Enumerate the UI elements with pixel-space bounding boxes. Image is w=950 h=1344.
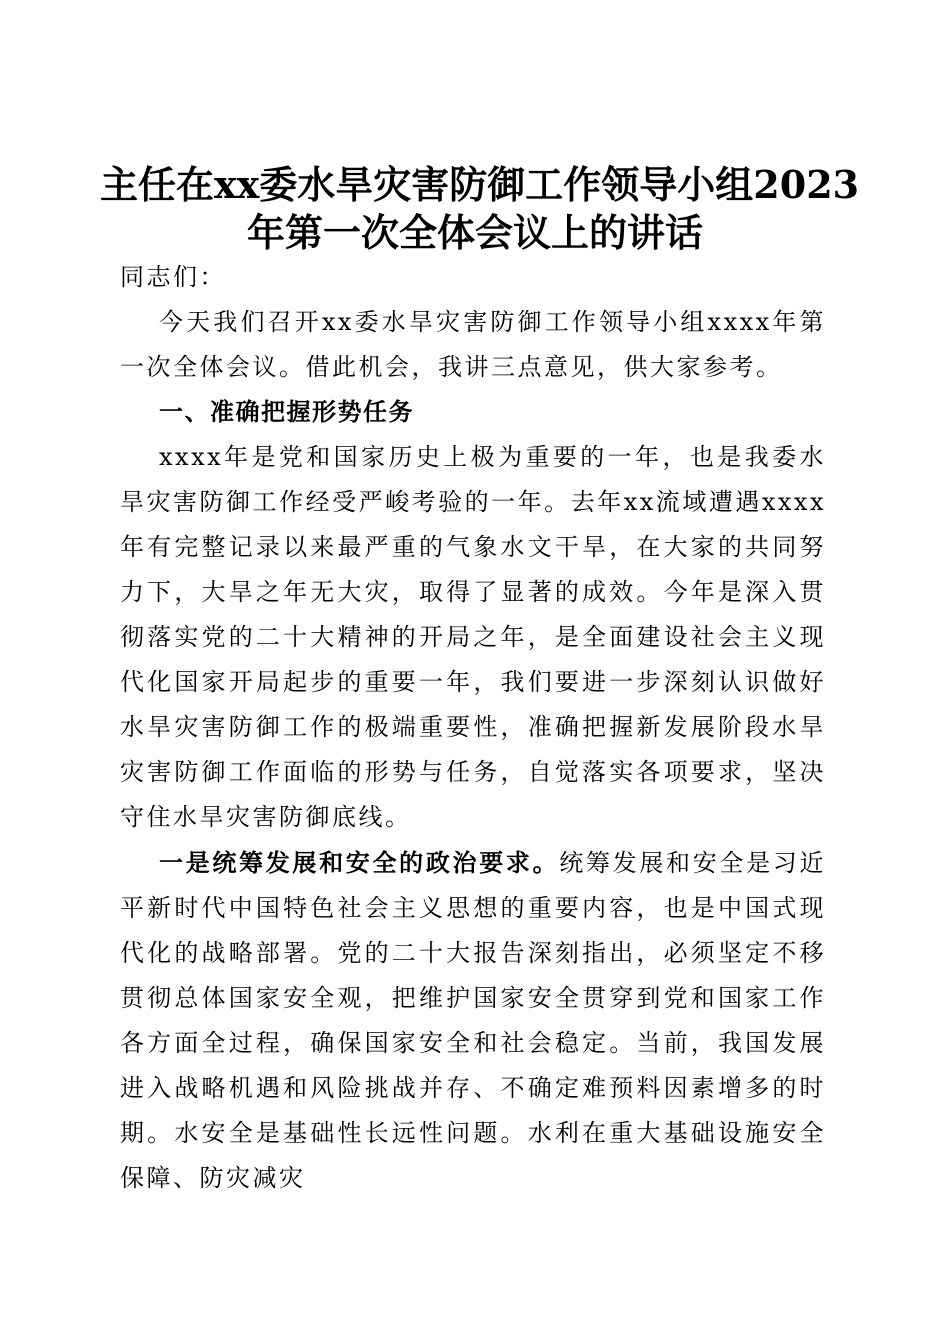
greeting: 同志们： [120,263,226,291]
paragraph-lead-phrase: 一是统筹发展和安全的政治要求。 [159,848,560,877]
intro-paragraph: 今天我们召开xx委水旱灾害防御工作领导小组xxxx年第一次全体会议。借此机会，我讲三点意见，供大家参考。 [120,308,826,381]
document-body [120,255,826,1201]
paragraph-text: 统筹发展和安全是习近平新时代中国特色社会主义思想的重要内容，也是中国式现代化的战略部署。党的二十大报告深刻指出，必须坚定不移贯彻总体国家安全观，把维护国家安全贯穿到党和国家工作各方面全过程，确保国家安全和社会稳定。当前，我国发展进入战略机遇和风险挑战并存、不确定难预料因素增多的时期。水安全是基础性长远性问题。水利在重大基础设施安全保障、防灾减灾 [120,849,826,1192]
section-1-paragraph-2 [120,840,826,1201]
title-line-1: 主任在xx委水旱灾害防御工作领导小组2023 [100,162,860,208]
title-line-2: 年第一次全体会议上的讲话 [246,210,703,256]
section-1-paragraph-1: xxxx年是党和国家历史上极为重要的一年，也是我委水旱灾害防御工作经受严峻考验的一年。去年xx流域遭遇xxxx年有完整记录以来最严重的气象水文干旱，在大家的共同努力下，大旱之年无大灾，取得了显著的成效。今年是深入贯彻落实党的二十大精神的开局之年，是全面建设社会主义现代化国家开局起步的重要一年，我们要进一步深刻认识做好水旱灾害防御工作的极端重要性，准确把握新发展阶段水旱灾害防御工作面临的形势与任务，自觉落实各项要求，坚决守住水旱灾害防御底线。 [120,443,826,831]
document-title [100,161,860,257]
section-heading-1: 一、准确把握形势任务 [159,398,414,426]
